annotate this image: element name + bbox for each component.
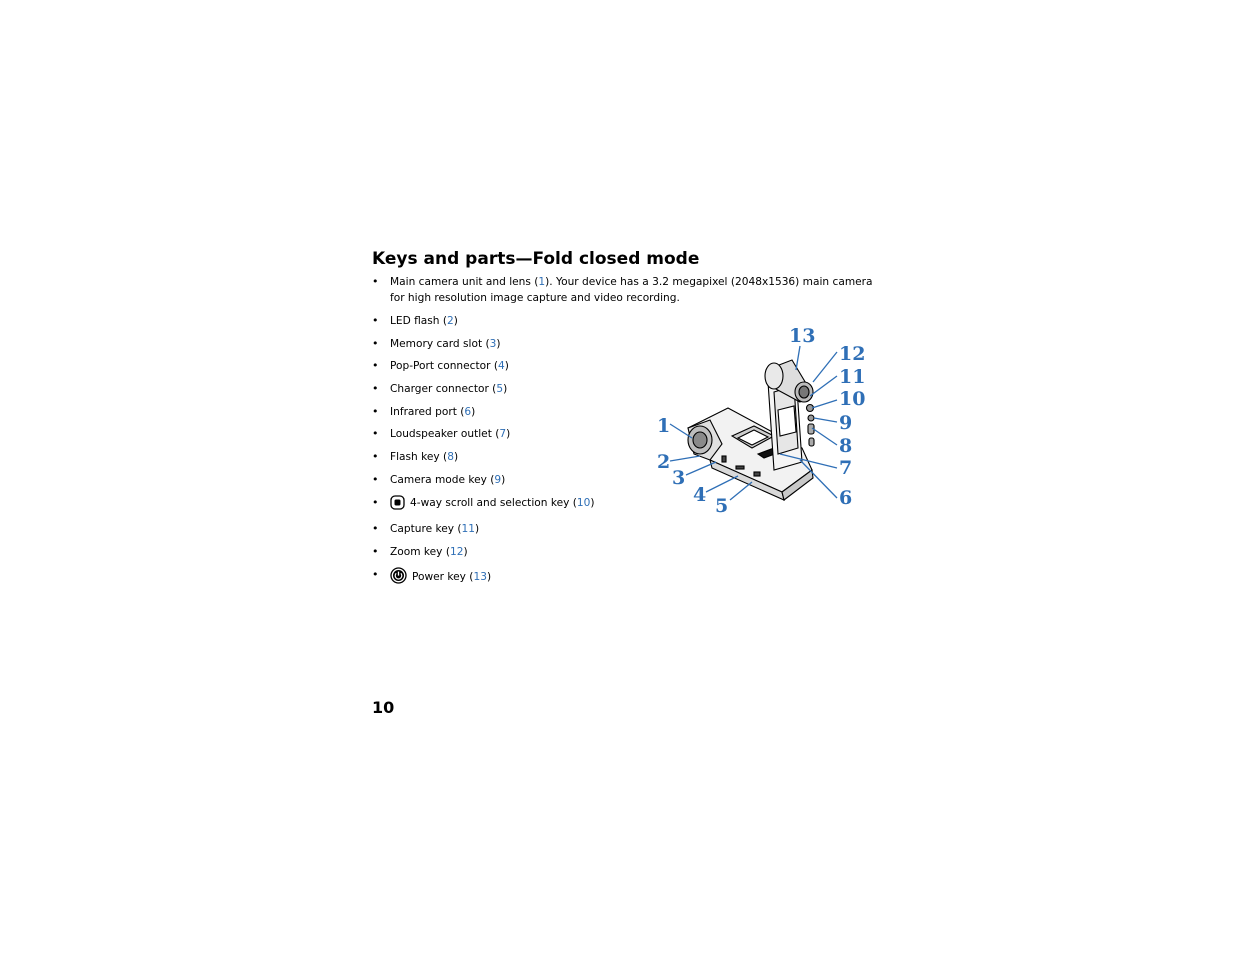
callout-11: 11 [839, 366, 866, 388]
item-text: Capture key ( [390, 523, 462, 536]
item-text-line2: for high resolution image capture and video recording. [390, 292, 680, 304]
callout-9: 9 [839, 412, 853, 434]
item-text: LED flash ( [390, 315, 448, 327]
item-text: Camera mode key ( [390, 473, 495, 486]
item-text: Power key ( [412, 570, 474, 583]
callout-10: 10 [839, 388, 866, 410]
leader-13 [796, 346, 800, 370]
callout-6: 6 [839, 487, 853, 509]
item-text: Main camera unit and lens ( [390, 276, 539, 288]
callout-3: 3 [672, 467, 686, 489]
item-text-after: ) [453, 451, 459, 464]
leader-12 [813, 352, 837, 382]
item-text-after: ) [453, 315, 458, 327]
item-text-after: ) [501, 473, 506, 486]
item-ref: 2 [447, 315, 454, 327]
item-text: Flash key ( [390, 451, 448, 464]
item-ref: 3 [489, 337, 497, 350]
phone-drawing [688, 360, 814, 500]
item-ref: 4 [497, 360, 505, 373]
item-text-after: ) [471, 405, 476, 418]
callout-7: 7 [839, 457, 853, 479]
device-illustration [650, 320, 870, 520]
item-ref: 10 [576, 496, 591, 509]
item-ref: 9 [494, 473, 502, 486]
leader-5 [730, 482, 752, 500]
item-text: 4-way scroll and selection key ( [410, 496, 577, 509]
list-item [372, 274, 873, 306]
item-text-after: ) [486, 570, 492, 583]
item-ref: 12 [449, 545, 464, 558]
item-text-after: ) [503, 383, 508, 396]
item-ref: 5 [496, 383, 504, 396]
leader-4 [706, 476, 738, 492]
item-ref: 7 [499, 428, 507, 441]
callout-5: 5 [715, 495, 729, 517]
section-title: Keys and parts—Fold closed mode [372, 249, 700, 269]
power-key-icon [390, 567, 407, 589]
leader-10 [812, 400, 837, 408]
callout-12: 12 [839, 343, 866, 365]
item-ref: 6 [464, 405, 472, 418]
item-text: Infrared port ( [390, 405, 465, 418]
item-text: Zoom key ( [390, 545, 450, 558]
item-text: Charger connector ( [390, 383, 497, 396]
item-text-after: ) [463, 545, 468, 558]
leader-8 [812, 428, 837, 445]
scroll-key-icon [390, 495, 405, 515]
callout-8: 8 [839, 435, 853, 457]
callout-13: 13 [789, 325, 816, 347]
callout-2: 2 [657, 451, 671, 473]
item-ref: 1 [538, 276, 546, 288]
leader-9 [814, 418, 837, 422]
list-item [372, 521, 873, 537]
item-text-after: ). Your device has a 3.2 megapixel (2048x1536) main camera [545, 276, 873, 288]
item-text: Loudspeaker outlet ( [390, 428, 500, 441]
item-text: Pop-Port connector ( [390, 360, 498, 373]
item-text-after: ) [590, 496, 595, 509]
item-ref: 13 [473, 570, 487, 583]
leader-3 [686, 462, 716, 475]
callout-4: 4 [693, 484, 707, 506]
leader-11 [810, 376, 837, 396]
list-item [372, 567, 873, 589]
item-text-after: ) [504, 360, 509, 373]
item-text: Memory card slot ( [390, 337, 490, 350]
item-ref: 11 [461, 523, 476, 536]
item-ref: 8 [447, 451, 454, 464]
item-text-after: ) [475, 523, 480, 536]
page-number: 10 [372, 698, 395, 717]
item-text-after: ) [506, 428, 511, 441]
callout-1: 1 [657, 415, 671, 437]
leader-2 [670, 456, 700, 461]
item-text-after: ) [496, 337, 501, 350]
list-item [372, 544, 873, 560]
